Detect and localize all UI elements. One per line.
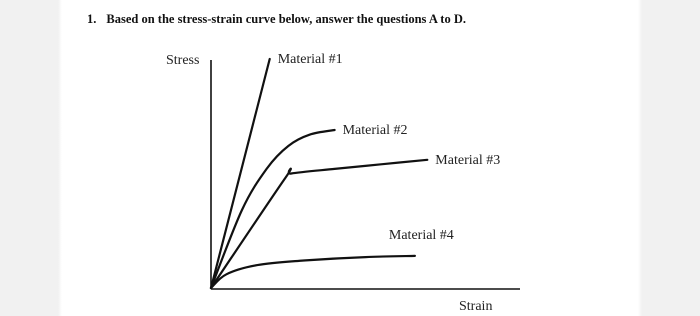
y-axis-label: Stress [166,53,200,68]
material-1-curve [211,59,270,288]
material-1-label: Material #1 [277,52,343,67]
question-text: Based on the stress-strain curve below, answer the questions A to D. [106,12,466,26]
material-4-curve [211,256,415,288]
series-layer [211,52,500,288]
material-2-label: Material #2 [342,123,408,138]
question-number: 1. [87,12,97,26]
material-4-label: Material #4 [388,227,454,243]
x-axis-label: Strain [459,299,493,314]
material-2-curve [211,130,335,288]
material-3-label: Material #3 [435,152,501,168]
